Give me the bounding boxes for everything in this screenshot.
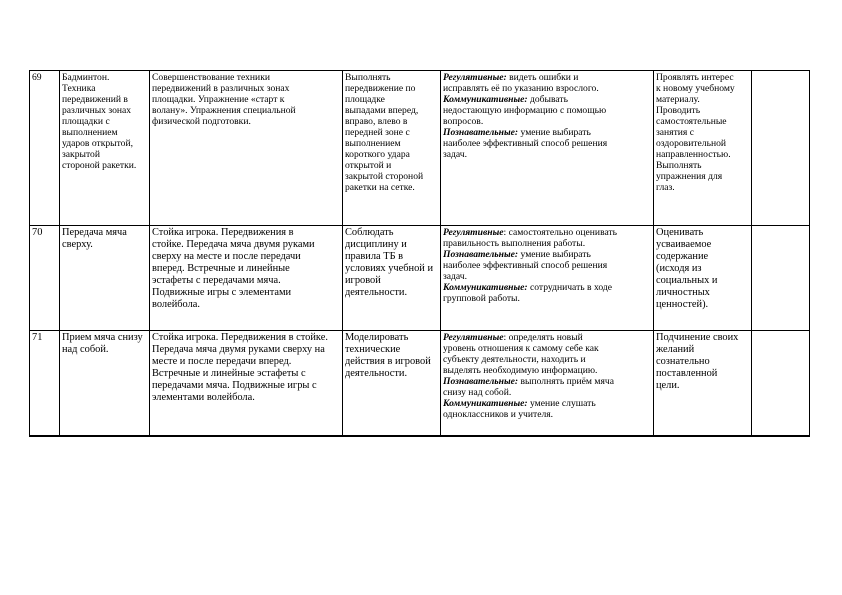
content-line: вперед. Встречные и линейные bbox=[152, 263, 290, 274]
subject-line: короткого удара bbox=[345, 149, 410, 160]
content-line: эстафеты с передачами мяча. bbox=[152, 275, 281, 286]
subject-line: правила ТБ в bbox=[345, 251, 404, 262]
uud-text: : определять новый bbox=[503, 332, 583, 343]
topic-line: выполнением bbox=[62, 127, 118, 138]
subject-line: передней зоне с bbox=[345, 127, 410, 138]
lesson-number: 71 bbox=[32, 332, 43, 343]
topic-line: различных зонах bbox=[62, 105, 132, 116]
subject-line: открытой и bbox=[345, 160, 392, 171]
content-line: месте и после передачи вперед. bbox=[152, 356, 292, 367]
uud-label: Познавательные: bbox=[443, 127, 519, 138]
topic-line: закрытой bbox=[62, 149, 100, 160]
topic-line: площадки с bbox=[62, 116, 110, 127]
personal-line: самостоятельные bbox=[656, 116, 727, 127]
uud-text: вопросов. bbox=[443, 116, 484, 127]
content-line: передачами мяча. Подвижные игры с bbox=[152, 380, 317, 391]
uud-text: наиболее эффективный способ решения bbox=[443, 260, 608, 271]
uud-text: групповой работы. bbox=[443, 293, 520, 304]
lesson-topic-cell bbox=[60, 331, 150, 437]
personal-line: ценностей). bbox=[656, 299, 709, 310]
uud-text: добывать bbox=[529, 94, 568, 105]
uud-text: умение слушать bbox=[529, 398, 596, 409]
subject-line: игровой bbox=[345, 275, 381, 286]
topic-line: Бадминтон. bbox=[62, 72, 110, 83]
personal-results-cell bbox=[654, 71, 752, 226]
uud-communicative bbox=[443, 282, 651, 304]
content-line: физической подготовки. bbox=[152, 116, 251, 127]
content-line: Подвижные игры с элементами bbox=[152, 287, 292, 298]
subject-results-cell bbox=[343, 331, 441, 437]
content-line: передвижений в различных зонах bbox=[152, 83, 290, 94]
personal-line: Проводить bbox=[656, 105, 701, 116]
subject-line: Моделировать bbox=[345, 332, 409, 343]
topic-line: Техника bbox=[62, 83, 96, 94]
lesson-number: 70 bbox=[32, 227, 43, 238]
uud-cell bbox=[441, 226, 654, 331]
lesson-topic-cell bbox=[60, 71, 150, 226]
personal-line: цели. bbox=[656, 380, 680, 391]
uud-text: уровень отношения к самому себе как bbox=[443, 343, 599, 354]
personal-line: усваиваемое bbox=[656, 239, 712, 250]
lesson-content-cell bbox=[150, 226, 343, 331]
uud-cell bbox=[441, 331, 654, 437]
lesson-plan-table bbox=[29, 70, 810, 437]
uud-text: сотрудничать в ходе bbox=[529, 282, 613, 293]
uud-clip bbox=[443, 332, 651, 420]
personal-line: занятия с bbox=[656, 127, 694, 138]
personal-results-cell bbox=[654, 226, 752, 331]
uud-text: недостающую информацию с помощью bbox=[443, 105, 607, 116]
personal-line: глаз. bbox=[656, 182, 675, 193]
personal-line: Оценивать bbox=[656, 227, 704, 238]
subject-line: вправо, влево в bbox=[345, 116, 408, 127]
lesson-number: 69 bbox=[32, 72, 42, 83]
uud-text: видеть ошибки и bbox=[509, 72, 579, 83]
personal-line: оздоровительной bbox=[656, 138, 727, 149]
lesson-number-cell bbox=[30, 331, 60, 437]
personal-line: направленностью. bbox=[656, 149, 731, 160]
lesson-content-cell bbox=[150, 331, 343, 437]
uud-label: Регулятивные bbox=[443, 227, 504, 238]
uud-text: правильность выполнения работы. bbox=[443, 238, 586, 249]
subject-line: действия в игровой bbox=[345, 356, 431, 367]
subject-line: площадке bbox=[345, 94, 385, 105]
subject-line: выполнением bbox=[345, 138, 401, 149]
uud-regulative bbox=[443, 72, 651, 94]
subject-line: деятельности. bbox=[345, 287, 408, 298]
lesson-number-cell bbox=[30, 71, 60, 226]
personal-line: Проявлять интерес bbox=[656, 72, 734, 83]
uud-text: умение выбирать bbox=[520, 249, 591, 260]
uud-text: умение выбирать bbox=[520, 127, 591, 138]
topic-line: Передача мяча bbox=[62, 227, 127, 238]
content-line: Встречные и линейные эстафеты с bbox=[152, 368, 306, 379]
lesson-number-cell bbox=[30, 226, 60, 331]
personal-line: социальных и bbox=[656, 275, 718, 286]
uud-text: задач. bbox=[443, 271, 468, 282]
subject-line: Соблюдать bbox=[345, 227, 394, 238]
personal-line: к новому учебному bbox=[656, 83, 735, 94]
uud-label: Регулятивные: bbox=[443, 72, 507, 83]
content-line: Стойка игрока. Передвижения в стойке. bbox=[152, 332, 328, 343]
content-line: элементами волейбола. bbox=[152, 392, 255, 403]
uud-text: выполнять приём мяча bbox=[520, 376, 614, 387]
subject-line: закрытой стороной bbox=[345, 171, 424, 182]
personal-line: материалу. bbox=[656, 94, 700, 105]
content-line: волейбола. bbox=[152, 299, 200, 310]
subject-line: передвижение по bbox=[345, 83, 416, 94]
uud-text: исправлять её по указанию взрослого. bbox=[443, 83, 599, 94]
content-line: волану». Упражнения специальной bbox=[152, 105, 296, 116]
subject-line: дисциплину и bbox=[345, 239, 407, 250]
uud-text: выделять необходимую информацию. bbox=[443, 365, 598, 376]
subject-line: выпадами вперед, bbox=[345, 105, 419, 116]
uud-regulative bbox=[443, 227, 651, 249]
topic-line: стороной ракетки. bbox=[62, 160, 137, 171]
uud-cognitive bbox=[443, 376, 651, 398]
table-row bbox=[30, 71, 810, 226]
personal-line: упражнения для bbox=[656, 171, 723, 182]
subject-line: ракетки на сетке. bbox=[345, 182, 415, 193]
personal-line: личностных bbox=[656, 287, 710, 298]
personal-line: Подчинение своих bbox=[656, 332, 739, 343]
notes-cell bbox=[752, 226, 810, 331]
subject-line: деятельности. bbox=[345, 368, 408, 379]
uud-communicative bbox=[443, 398, 651, 420]
content-line: площадки. Упражнение «старт к bbox=[152, 94, 285, 105]
uud-text: задач. bbox=[443, 149, 468, 160]
uud-text: : самостоятельно оценивать bbox=[503, 227, 618, 238]
uud-label: Познавательные: bbox=[443, 249, 519, 260]
uud-text: одноклассников и учителя. bbox=[443, 409, 554, 420]
uud-label: Коммуникативные: bbox=[443, 94, 528, 105]
topic-line: над собой. bbox=[62, 344, 109, 355]
uud-cell bbox=[441, 71, 654, 226]
table-row bbox=[30, 226, 810, 331]
subject-line: Выполнять bbox=[345, 72, 391, 83]
topic-line: ударов открытой, bbox=[62, 138, 134, 149]
content-line: Совершенствование техники bbox=[152, 72, 270, 83]
uud-text: субъекту деятельности, находить и bbox=[443, 354, 586, 365]
content-line: Стойка игрока. Передвижения в bbox=[152, 227, 294, 238]
uud-label: Коммуникативные: bbox=[443, 282, 528, 293]
uud-cognitive bbox=[443, 127, 651, 160]
subject-results-cell bbox=[343, 71, 441, 226]
topic-line: передвижений в bbox=[62, 94, 128, 105]
uud-text: снизу над собой. bbox=[443, 387, 512, 398]
uud-label: Регулятивные bbox=[443, 332, 504, 343]
topic-line: Прием мяча снизу bbox=[62, 332, 143, 343]
subject-line: условиях учебной и bbox=[345, 263, 434, 274]
lesson-topic-cell bbox=[60, 226, 150, 331]
personal-line: содержание bbox=[656, 251, 709, 262]
personal-line: сознательно bbox=[656, 356, 710, 367]
personal-line: поставленной bbox=[656, 368, 718, 379]
table-row bbox=[30, 331, 810, 437]
uud-label: Познавательные: bbox=[443, 376, 519, 387]
subject-results-cell bbox=[343, 226, 441, 331]
notes-cell bbox=[752, 331, 810, 437]
notes-cell bbox=[752, 71, 810, 226]
content-line: Передача мяча двумя руками сверху на bbox=[152, 344, 325, 355]
personal-results-cell bbox=[654, 331, 752, 437]
lesson-content-cell bbox=[150, 71, 343, 226]
uud-regulative bbox=[443, 332, 651, 376]
uud-text: наиболее эффективный способ решения bbox=[443, 138, 608, 149]
subject-line: технические bbox=[345, 344, 401, 355]
content-line: стойке. Передача мяча двумя руками bbox=[152, 239, 315, 250]
personal-line: Выполнять bbox=[656, 160, 702, 171]
personal-line: желаний bbox=[656, 344, 695, 355]
uud-communicative bbox=[443, 94, 651, 127]
personal-line: (исходя из bbox=[656, 263, 702, 274]
uud-label: Коммуникативные: bbox=[443, 398, 528, 409]
content-line: сверху на месте и после передачи bbox=[152, 251, 301, 262]
uud-cognitive bbox=[443, 249, 651, 282]
topic-line: сверху. bbox=[62, 239, 93, 250]
